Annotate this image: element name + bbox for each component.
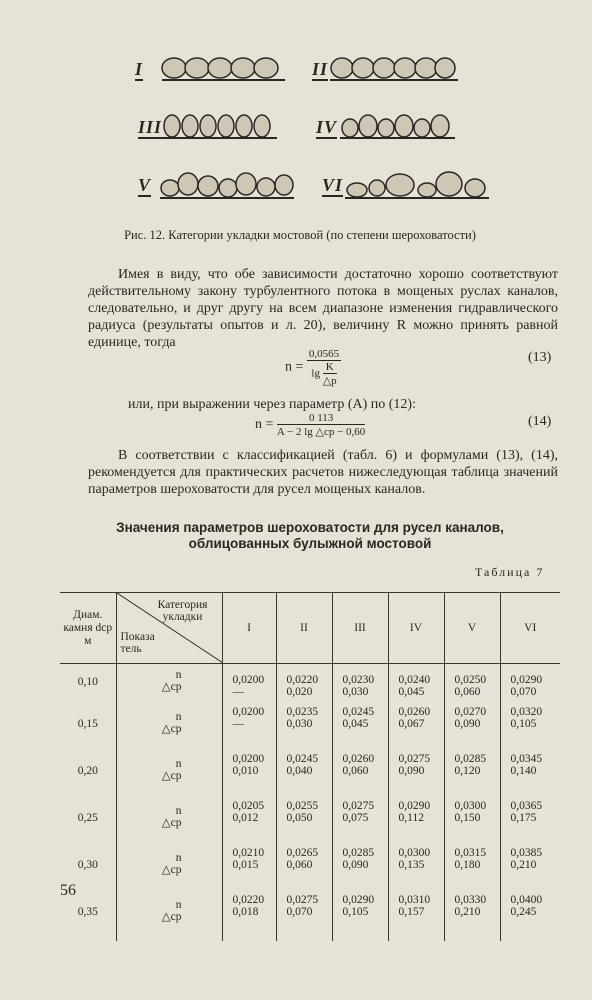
value-dcp: 0,210: [510, 859, 537, 871]
equation-number-14: (14): [528, 414, 552, 429]
value-n: 0,0240: [398, 674, 431, 686]
value-dcp: 0,045: [398, 686, 425, 698]
value-n: 0,0290: [510, 674, 543, 686]
value-dcp: 0,050: [286, 812, 313, 824]
value-n: 0,0205: [232, 800, 265, 812]
cell-value: [388, 894, 444, 941]
fig-label-4: IV: [316, 117, 338, 137]
value-dcp: 0,105: [342, 906, 369, 918]
value-n: 0,0265: [286, 847, 319, 859]
cell-value: [222, 847, 276, 894]
cell-diameter: 0,35: [60, 894, 116, 941]
roughness-table: [60, 592, 560, 941]
cell-value: [276, 753, 332, 800]
indicator-n: n: [175, 852, 182, 864]
value-dcp: 0,060: [286, 859, 313, 871]
cell-value: [444, 706, 500, 753]
cell-value: [500, 664, 560, 707]
paragraph-3: В соответствии с классификацией (табл. 6) и формулами (13), (14), рекомендуется для практических расчетов нижеследующая таблица значений параметров шероховатости для русел мощеных каналов.: [88, 448, 558, 497]
stones-category-5: [160, 166, 295, 206]
fig-label-5: V: [138, 175, 152, 195]
stones-category-2: [330, 48, 460, 88]
stones-category-4: [340, 106, 460, 146]
formula-13-denominator: [307, 361, 341, 387]
value-n: 0,0200: [232, 753, 265, 765]
formula-13-fraction: [307, 348, 341, 387]
value-dcp: 0,010: [232, 765, 259, 777]
cell-diameter: 0,30: [60, 847, 116, 894]
formula-13-numerator: 0,0565: [308, 348, 340, 360]
indicator-n: n: [175, 805, 182, 817]
fig-label-1: I: [135, 59, 144, 79]
cell-value: [276, 664, 332, 707]
table-row: [60, 706, 560, 753]
value-n: 0,0290: [342, 894, 375, 906]
cell-value: [276, 706, 332, 753]
cell-value: [500, 847, 560, 894]
table-label: Таблица 7: [475, 565, 545, 579]
header-col-2: II: [276, 593, 332, 664]
value-dcp: 0,070: [286, 906, 313, 918]
value-n: 0,0275: [286, 894, 319, 906]
value-n: 0,0290: [398, 800, 431, 812]
value-dcp: 0,140: [510, 765, 537, 777]
cell-value: [332, 706, 388, 753]
page-number: 56: [60, 882, 76, 899]
value-n: 0,0210: [232, 847, 265, 859]
value-dcp: 0,060: [454, 686, 481, 698]
header-diameter-text: Диам. камня dср м: [63, 608, 113, 647]
cell-value: [444, 800, 500, 847]
value-dcp: 0,090: [342, 859, 369, 871]
formula-14-numerator: 0 113: [277, 412, 365, 425]
formula-13-lg: lg: [311, 367, 320, 380]
cell-value: [500, 894, 560, 941]
cell-diameter: 0,20: [60, 753, 116, 800]
value-n: 0,0285: [342, 847, 375, 859]
cell-indicator: [116, 847, 222, 894]
value-n: 0,0245: [286, 753, 319, 765]
indicator-n: n: [175, 899, 182, 911]
cell-value: [332, 847, 388, 894]
table-title: [60, 520, 560, 552]
formula-14-lhs: n =: [255, 417, 274, 433]
value-dcp: 0,060: [342, 765, 369, 777]
formula-14: [255, 412, 365, 438]
indicator-n: n: [175, 711, 182, 723]
indicator-n: n: [175, 758, 182, 770]
header-diagonal-cell: [116, 593, 222, 664]
value-dcp: —: [232, 686, 244, 698]
value-dcp: 0,157: [398, 906, 425, 918]
value-n: 0,0220: [232, 894, 265, 906]
value-dcp: 0,070: [510, 686, 537, 698]
value-dcp: 0,018: [232, 906, 259, 918]
header-col-3: III: [332, 593, 388, 664]
table-row: [60, 894, 560, 941]
cell-value: [388, 706, 444, 753]
value-dcp: 0,135: [398, 859, 425, 871]
cell-value: [444, 664, 500, 707]
cell-diameter: 0,25: [60, 800, 116, 847]
fig-label-3: III: [138, 117, 163, 137]
cell-value: [444, 753, 500, 800]
value-n: 0,0275: [398, 753, 431, 765]
cell-value: [332, 753, 388, 800]
formula-13-inner-den: △р: [322, 375, 337, 387]
cell-value: [332, 800, 388, 847]
cell-value: [222, 706, 276, 753]
table-header-row: [60, 593, 560, 664]
equation-number-13: (13): [528, 350, 552, 365]
value-dcp: 0,067: [398, 718, 425, 730]
stones-category-6: [345, 166, 490, 206]
cell-indicator: [116, 664, 222, 707]
table-title-line-1: Значения параметров шероховатости для русел каналов,: [116, 520, 504, 535]
cell-value: [276, 894, 332, 941]
indicator-dcp: △ср: [161, 681, 182, 693]
cell-value: [276, 847, 332, 894]
value-n: 0,0200: [232, 706, 265, 718]
value-n: 0,0220: [286, 674, 319, 686]
formula-13-inner-num: K: [323, 361, 337, 374]
fig-label-2: II: [312, 59, 329, 79]
value-dcp: 0,245: [510, 906, 537, 918]
value-n: 0,0250: [454, 674, 487, 686]
cell-value: [222, 800, 276, 847]
value-n: 0,0200: [232, 674, 265, 686]
value-dcp: 0,112: [398, 812, 424, 824]
cell-indicator: [116, 894, 222, 941]
formula-13-lhs: n =: [285, 359, 304, 375]
table-row: [60, 753, 560, 800]
value-n: 0,0300: [398, 847, 431, 859]
value-dcp: 0,030: [342, 686, 369, 698]
header-col-5: V: [444, 593, 500, 664]
cell-indicator: [116, 800, 222, 847]
indicator-dcp: △ср: [161, 864, 182, 876]
value-n: 0,0365: [510, 800, 543, 812]
cell-diameter: 0,10: [60, 664, 116, 707]
indicator-dcp: △ср: [161, 911, 182, 923]
table-row: [60, 847, 560, 894]
cell-indicator: [116, 706, 222, 753]
cell-value: [388, 753, 444, 800]
cell-diameter: 0,15: [60, 706, 116, 753]
value-dcp: 0,030: [286, 718, 313, 730]
stones-category-1: [160, 48, 290, 88]
value-dcp: 0,090: [398, 765, 425, 777]
cell-value: [388, 800, 444, 847]
value-dcp: 0,150: [454, 812, 481, 824]
value-n: 0,0300: [454, 800, 487, 812]
value-dcp: 0,075: [342, 812, 369, 824]
value-n: 0,0315: [454, 847, 487, 859]
header-diameter: [60, 593, 116, 664]
value-n: 0,0330: [454, 894, 487, 906]
cell-value: [444, 847, 500, 894]
cell-value: [222, 894, 276, 941]
indicator-n: n: [175, 669, 182, 681]
formula-13-inner-fraction: [323, 361, 337, 387]
value-n: 0,0275: [342, 800, 375, 812]
cell-value: [500, 753, 560, 800]
header-col-4: IV: [388, 593, 444, 664]
paragraph-1: Имея в виду, что обе зависимости достаточно хорошо соответствуют действительному закону турбулентного потока в мощеных руслах каналов, следовательно, и друг другу на всем диапазоне изменения гидравлического радиуса (результаты опытов и л. 20), величину R можно принять равной единице, тогда: [88, 267, 558, 350]
value-dcp: 0,020: [286, 686, 313, 698]
value-dcp: 0,175: [510, 812, 537, 824]
value-n: 0,0230: [342, 674, 375, 686]
value-dcp: 0,015: [232, 859, 259, 871]
value-n: 0,0235: [286, 706, 319, 718]
formula-13: [285, 348, 341, 387]
indicator-dcp: △ср: [161, 817, 182, 829]
header-category: Категория укладки: [157, 599, 208, 623]
value-n: 0,0245: [342, 706, 375, 718]
value-n: 0,0260: [398, 706, 431, 718]
value-n: 0,0285: [454, 753, 487, 765]
cell-value: [332, 894, 388, 941]
value-dcp: 0,090: [454, 718, 481, 730]
value-dcp: 0,120: [454, 765, 481, 777]
value-dcp: 0,012: [232, 812, 259, 824]
value-dcp: 0,105: [510, 718, 537, 730]
value-dcp: 0,210: [454, 906, 481, 918]
cell-value: [276, 800, 332, 847]
cell-indicator: [116, 753, 222, 800]
fig-label-6: VI: [322, 175, 344, 195]
cell-value: [388, 847, 444, 894]
cell-value: [222, 664, 276, 707]
cell-value: [500, 800, 560, 847]
value-n: 0,0345: [510, 753, 543, 765]
value-n: 0,0400: [510, 894, 543, 906]
header-col-1: I: [222, 593, 276, 664]
value-dcp: 0,040: [286, 765, 313, 777]
value-n: 0,0270: [454, 706, 487, 718]
value-n: 0,0310: [398, 894, 431, 906]
indicator-dcp: △ср: [161, 770, 182, 782]
cell-value: [444, 894, 500, 941]
cell-value: [388, 664, 444, 707]
indicator-dcp: △ср: [161, 723, 182, 735]
value-dcp: 0,180: [454, 859, 481, 871]
table-title-line-2: облицованных булыжной мостовой: [188, 536, 432, 551]
table-row: [60, 664, 560, 707]
formula-14-fraction: [277, 412, 365, 438]
cell-value: [500, 706, 560, 753]
header-indicator: Показатель: [120, 631, 155, 655]
formula-14-denominator: A − 2 lg △ср − 0,60: [276, 426, 366, 438]
value-n: 0,0320: [510, 706, 543, 718]
value-dcp: —: [232, 718, 244, 730]
paragraph-2: или, при выражении через параметр (A) по (12):: [128, 397, 416, 412]
cell-value: [332, 664, 388, 707]
cell-value: [222, 753, 276, 800]
table-row: [60, 800, 560, 847]
stones-category-3: [162, 106, 282, 146]
value-n: 0,0260: [342, 753, 375, 765]
value-n: 0,0255: [286, 800, 319, 812]
header-col-6: VI: [500, 593, 560, 664]
figure-caption: Рис. 12. Категории укладки мостовой (по степени шероховатости): [124, 228, 476, 242]
value-n: 0,0385: [510, 847, 543, 859]
value-dcp: 0,045: [342, 718, 369, 730]
